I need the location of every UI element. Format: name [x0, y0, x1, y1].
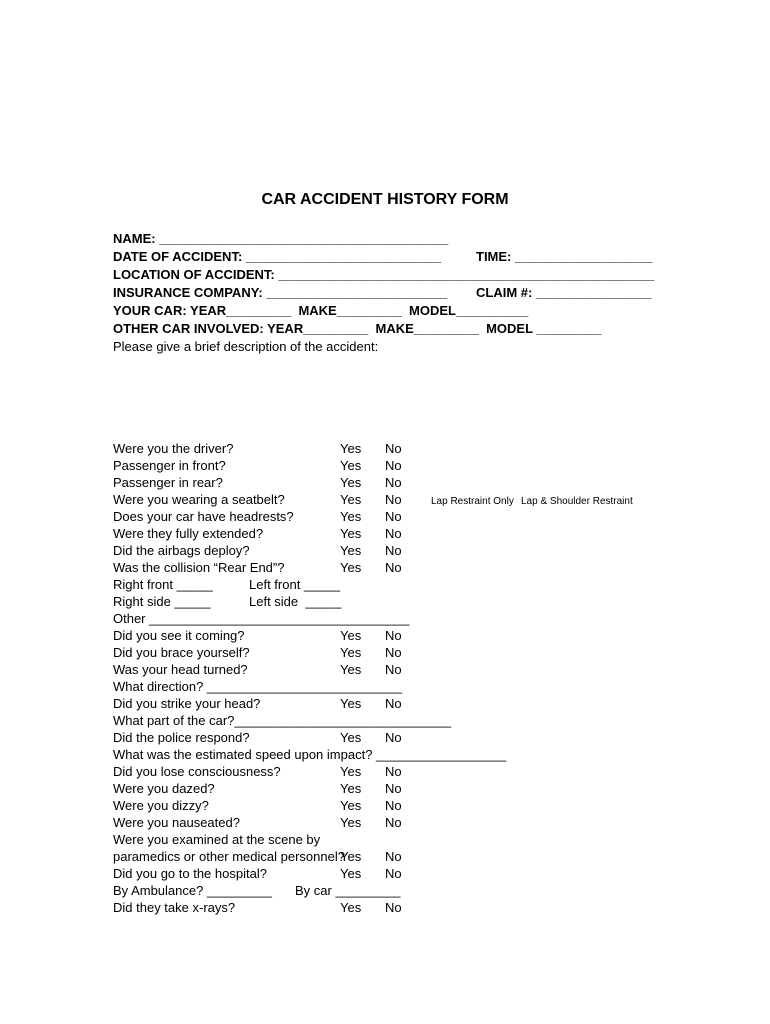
- question-consciousness: Did you lose consciousness?: [113, 764, 281, 779]
- question-seatbelt: Were you wearing a seatbelt?: [113, 492, 285, 507]
- lap-shoulder-restraint-option[interactable]: Lap & Shoulder Restraint: [521, 496, 633, 507]
- no-option[interactable]: No: [385, 662, 402, 677]
- no-option[interactable]: No: [385, 730, 402, 745]
- question-passenger-rear: Passenger in rear?: [113, 475, 223, 490]
- yes-option[interactable]: Yes: [340, 458, 362, 473]
- no-option[interactable]: No: [385, 764, 402, 779]
- question-dazed: Were you dazed?: [113, 781, 215, 796]
- no-option[interactable]: No: [385, 798, 402, 813]
- yes-option[interactable]: Yes: [340, 441, 362, 456]
- question-police: Did the police respond?: [113, 730, 250, 745]
- yes-option[interactable]: Yes: [340, 560, 362, 575]
- speed-field[interactable]: What was the estimated speed upon impact? __________________: [113, 747, 507, 762]
- no-option[interactable]: No: [385, 645, 402, 660]
- left-front-field[interactable]: Left front _____: [249, 577, 341, 592]
- right-front-field[interactable]: Right front _____: [113, 577, 213, 592]
- other-car-field[interactable]: OTHER CAR INVOLVED: YEAR_________ MAKE_________ MODEL _________: [113, 321, 602, 336]
- by-car-field[interactable]: By car _________: [295, 883, 401, 898]
- by-ambulance-field[interactable]: By Ambulance? _________: [113, 883, 273, 898]
- your-car-field[interactable]: YOUR CAR: YEAR_________ MAKE_________ MODEL__________: [113, 303, 529, 318]
- no-option[interactable]: No: [385, 492, 402, 507]
- question-fully-extended: Were they fully extended?: [113, 526, 264, 541]
- lap-restraint-option[interactable]: Lap Restraint Only: [431, 496, 514, 507]
- yes-option[interactable]: Yes: [340, 645, 362, 660]
- location-field[interactable]: LOCATION OF ACCIDENT: ____________________________________________________: [113, 267, 655, 282]
- yes-option[interactable]: Yes: [340, 543, 362, 558]
- no-option[interactable]: No: [385, 458, 402, 473]
- what-part-field[interactable]: What part of the car?______________________________: [113, 713, 452, 728]
- yes-option[interactable]: Yes: [340, 696, 362, 711]
- yes-option[interactable]: Yes: [340, 628, 362, 643]
- yes-option[interactable]: Yes: [340, 662, 362, 677]
- date-of-accident-field[interactable]: DATE OF ACCIDENT: ___________________________: [113, 249, 442, 264]
- question-examined-line2: paramedics or other medical personnel?: [113, 849, 345, 864]
- question-passenger-front: Passenger in front?: [113, 458, 226, 473]
- yes-option[interactable]: Yes: [340, 509, 362, 524]
- no-option[interactable]: No: [385, 543, 402, 558]
- yes-option[interactable]: Yes: [340, 526, 362, 541]
- no-option[interactable]: No: [385, 900, 402, 915]
- question-hospital: Did you go to the hospital?: [113, 866, 267, 881]
- no-option[interactable]: No: [385, 560, 402, 575]
- no-option[interactable]: No: [385, 441, 402, 456]
- no-option[interactable]: No: [385, 526, 402, 541]
- question-nauseated: Were you nauseated?: [113, 815, 240, 830]
- yes-option[interactable]: Yes: [340, 730, 362, 745]
- no-option[interactable]: No: [385, 849, 402, 864]
- no-option[interactable]: No: [385, 628, 402, 643]
- question-rear-end: Was the collision “Rear End”?: [113, 560, 285, 575]
- no-option[interactable]: No: [385, 696, 402, 711]
- question-see-coming: Did you see it coming?: [113, 628, 245, 643]
- what-direction-field[interactable]: What direction? ___________________________: [113, 679, 403, 694]
- right-side-field[interactable]: Right side _____: [113, 594, 211, 609]
- question-head-turned: Was your head turned?: [113, 662, 248, 677]
- no-option[interactable]: No: [385, 815, 402, 830]
- yes-option[interactable]: Yes: [340, 475, 362, 490]
- yes-option[interactable]: Yes: [340, 798, 362, 813]
- no-option[interactable]: No: [385, 781, 402, 796]
- question-driver: Were you the driver?: [113, 441, 234, 456]
- insurance-company-field[interactable]: INSURANCE COMPANY: _________________________: [113, 285, 448, 300]
- left-side-field[interactable]: Left side _____: [249, 594, 342, 609]
- yes-option[interactable]: Yes: [340, 900, 362, 915]
- question-brace: Did you brace yourself?: [113, 645, 250, 660]
- yes-option[interactable]: Yes: [340, 764, 362, 779]
- no-option[interactable]: No: [385, 509, 402, 524]
- description-prompt: Please give a brief description of the accident:: [113, 339, 379, 354]
- yes-option[interactable]: Yes: [340, 815, 362, 830]
- question-xrays: Did they take x-rays?: [113, 900, 236, 915]
- form-title: CAR ACCIDENT HISTORY FORM: [261, 191, 509, 208]
- no-option[interactable]: No: [385, 866, 402, 881]
- yes-option[interactable]: Yes: [340, 492, 362, 507]
- question-airbags: Did the airbags deploy?: [113, 543, 250, 558]
- question-dizzy: Were you dizzy?: [113, 798, 209, 813]
- question-strike-head: Did you strike your head?: [113, 696, 261, 711]
- yes-option[interactable]: Yes: [340, 866, 362, 881]
- yes-option[interactable]: Yes: [340, 849, 362, 864]
- claim-number-field[interactable]: CLAIM #: ________________: [476, 285, 652, 300]
- no-option[interactable]: No: [385, 475, 402, 490]
- yes-option[interactable]: Yes: [340, 781, 362, 796]
- question-examined-line1: Were you examined at the scene by: [113, 832, 321, 847]
- question-headrests: Does your car have headrests?: [113, 509, 294, 524]
- name-field[interactable]: NAME: ________________________________________: [113, 231, 449, 246]
- time-field[interactable]: TIME: ___________________: [476, 249, 653, 264]
- other-field[interactable]: Other ____________________________________: [113, 611, 410, 626]
